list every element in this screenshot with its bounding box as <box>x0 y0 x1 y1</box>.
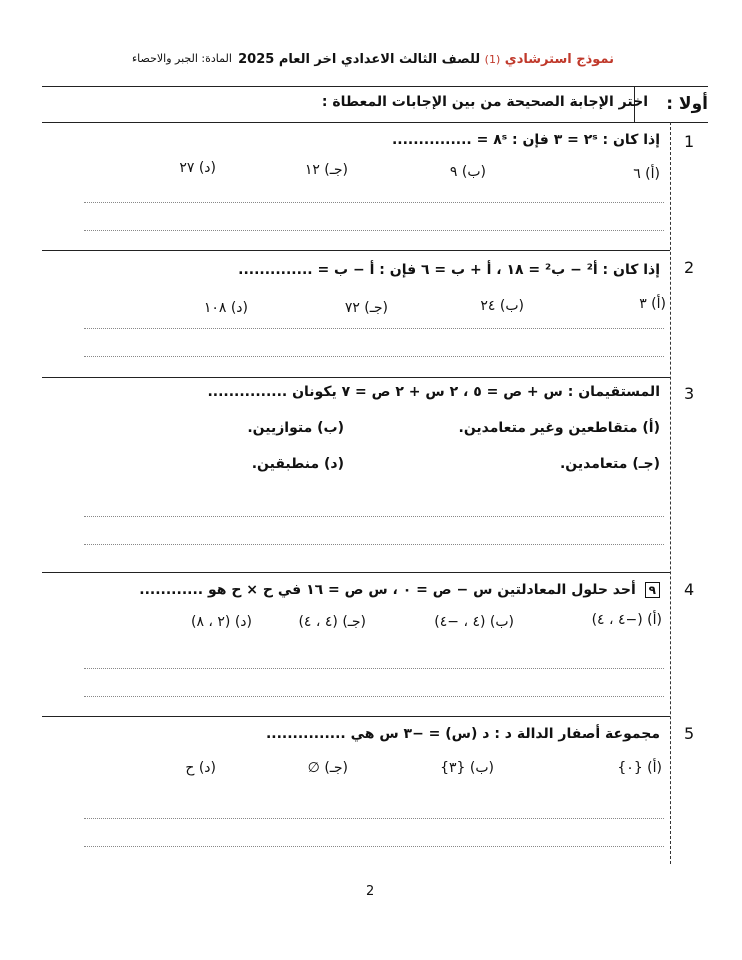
question-4-text-body: أحد حلول المعادلتين س − ص = ٠ ، س ص = ١٦ في ح × ح هو ............ <box>139 582 636 598</box>
question-5-option-a[interactable]: (أ) {٠} <box>617 760 662 776</box>
question-separator <box>42 572 670 573</box>
question-1-option-d[interactable]: (د) ٢٧ <box>179 160 216 176</box>
answer-line <box>84 356 664 357</box>
question-5-option-c[interactable]: (جـ) ∅ <box>307 760 348 776</box>
question-separator <box>42 250 670 251</box>
question-2-option-c[interactable]: (جـ) ٧٢ <box>344 300 388 316</box>
margin-line <box>670 122 671 864</box>
question-separator <box>42 716 670 717</box>
answer-line <box>84 818 664 819</box>
answer-line <box>84 230 664 231</box>
answer-line <box>84 668 664 669</box>
question-1-number: 1 <box>684 132 695 151</box>
question-4-option-d[interactable]: (د) (٢ ، ٨) <box>190 614 252 630</box>
answer-line <box>84 696 664 697</box>
answer-line <box>84 846 664 847</box>
question-5-text: مجموعة أصفار الدالة د : د (س) = −٣ س هي ............... <box>265 726 660 742</box>
question-2-option-d[interactable]: (د) ١٠٨ <box>203 300 248 316</box>
answer-line <box>84 544 664 545</box>
question-1-option-a[interactable]: (أ) ٦ <box>633 166 660 182</box>
question-4-text <box>139 582 660 598</box>
question-2-option-b[interactable]: (ب) ٢٤ <box>480 298 524 314</box>
question-separator <box>42 377 670 378</box>
title-grade: للصف الثالث الاعدادي اخر العام 2025 <box>238 52 481 67</box>
section-bottom-border <box>42 122 708 123</box>
question-4-option-c[interactable]: (جـ) (٤ ، ٤) <box>298 614 366 630</box>
question-3-option-b[interactable]: (ب) متوازيين. <box>247 420 344 436</box>
question-1-text: إذا كان : ٢ˢ = ٣ فإن : ٨ˢ = ............... <box>391 132 660 148</box>
subject-label: المادة: الجبر والاحصاء <box>132 52 232 65</box>
question-3-option-c[interactable]: (جـ) متعامدين. <box>559 456 660 472</box>
question-3-number: 3 <box>684 384 695 403</box>
question-4-option-b[interactable]: (ب) (٤ ، −٤) <box>434 614 514 630</box>
question-5-option-b[interactable]: (ب) {٣} <box>440 760 494 776</box>
question-3-text: المستقيمان : س + ص = ٥ ، ٢ س + ٢ ص = ٧ يكونان ............... <box>207 384 660 400</box>
title-model-number: (1) <box>484 53 501 66</box>
question-1-option-c[interactable]: (جـ) ١٢ <box>304 162 348 178</box>
question-4-number: 4 <box>684 580 695 599</box>
answer-line <box>84 202 664 203</box>
question-2-option-a[interactable]: (أ) ٣ <box>639 296 666 312</box>
section-top-border <box>42 86 708 87</box>
question-4-box: ٩ <box>645 582 660 598</box>
question-5-number: 5 <box>684 724 695 743</box>
question-1-option-b[interactable]: (ب) ٩ <box>449 164 486 180</box>
question-3-option-d[interactable]: (د) منطبقين. <box>251 456 344 472</box>
question-5-option-d[interactable]: (د) ح <box>185 760 216 776</box>
document-title <box>238 52 614 67</box>
answer-line <box>84 328 664 329</box>
page-number: 2 <box>366 884 375 899</box>
section-label: أولا : <box>666 94 708 114</box>
section-instruction: اختر الإجابة الصحيحة من بين الإجابات المعطاة : <box>321 94 648 110</box>
question-2-text: إذا كان : أ² − ب² = ١٨ ، أ + ب = ٦ فإن : أ − ب = .............. <box>238 262 660 278</box>
answer-line <box>84 516 664 517</box>
question-4-option-a[interactable]: (أ) (−٤ ، ٤) <box>591 612 662 628</box>
question-2-number: 2 <box>684 258 695 277</box>
question-3-option-a[interactable]: (أ) متقاطعين وغير متعامدين. <box>458 420 660 436</box>
title-model: نموذج استرشادي <box>504 52 614 67</box>
